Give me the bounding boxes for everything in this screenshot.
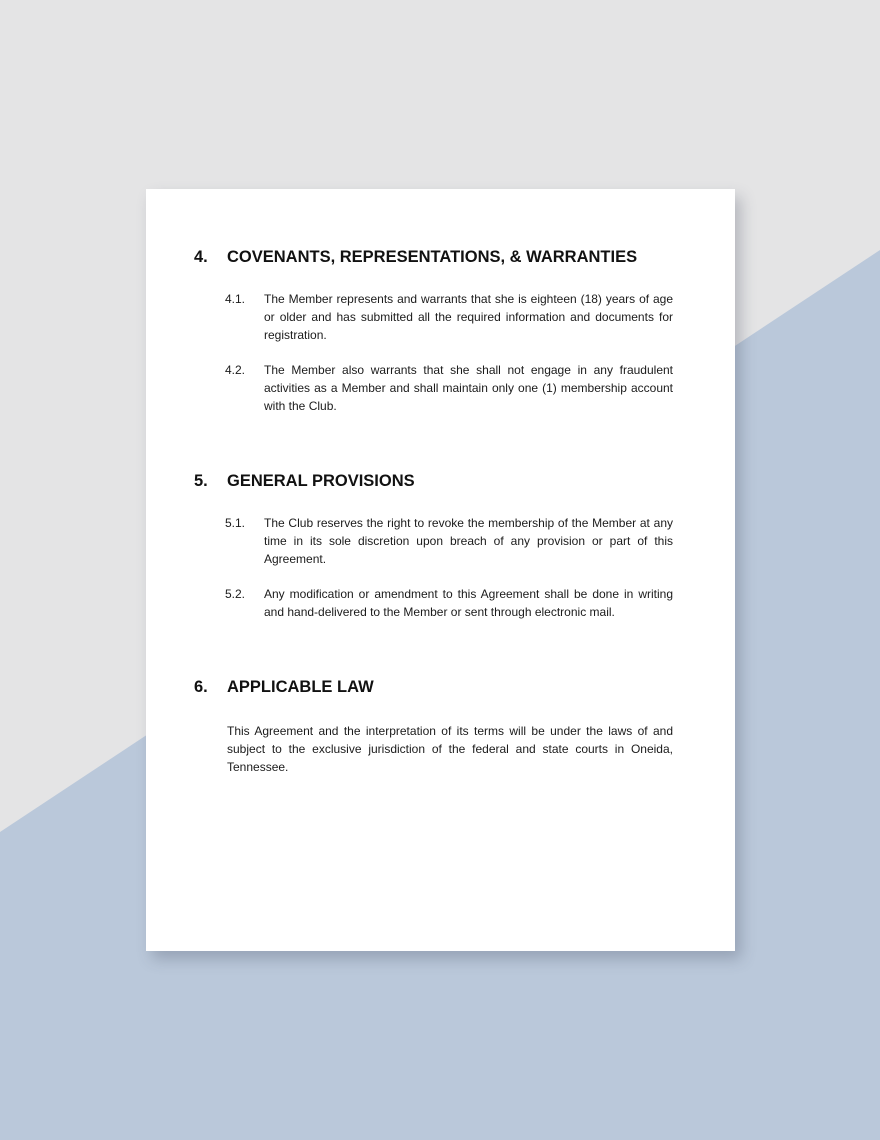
clause-4-1 xyxy=(225,290,673,344)
clause-4-1-text: The Member represents and warrants that she is eighteen (18) years of age or older and has submitted all the required information and documents for registration. xyxy=(264,292,673,342)
document-page xyxy=(146,189,735,951)
clause-5-1 xyxy=(225,514,673,568)
section-6-heading xyxy=(194,677,374,697)
section-5-title: GENERAL PROVISIONS xyxy=(227,472,415,490)
section-4-number: 4. xyxy=(194,248,208,266)
clause-5-1-number: 5.1. xyxy=(225,516,246,530)
clause-5-1-text: The Club reserves the right to revoke the membership of the Member at any time in its sole discretion upon breach of any provision or part of this Agreement. xyxy=(264,516,673,566)
section-6-number: 6. xyxy=(194,678,208,696)
applicable-law-paragraph: This Agreement and the interpretation of its terms will be under the laws of and subject to the exclusive jurisdiction of the federal and state courts in Oneida, Tennessee. xyxy=(227,724,673,774)
section-5-heading xyxy=(194,471,415,491)
clause-4-2-number: 4.2. xyxy=(225,363,246,377)
clause-5-2-number: 5.2. xyxy=(225,587,246,601)
clause-4-2-text: The Member also warrants that she shall not engage in any fraudulent activities as a Member and shall maintain only one (1) membership account with the Club. xyxy=(264,363,673,413)
section-4-heading xyxy=(194,247,637,267)
clause-5-2 xyxy=(225,585,673,621)
clause-4-2 xyxy=(225,361,673,415)
section-4-title: COVENANTS, REPRESENTATIONS, & WARRANTIES xyxy=(227,248,638,266)
section-5-number: 5. xyxy=(194,472,208,490)
clause-5-2-text: Any modification or amendment to this Agreement shall be done in writing and hand-delivered to the Member or sent through electronic mail. xyxy=(264,587,673,619)
clause-4-1-number: 4.1. xyxy=(225,292,246,306)
section-6-title: APPLICABLE LAW xyxy=(227,678,374,696)
